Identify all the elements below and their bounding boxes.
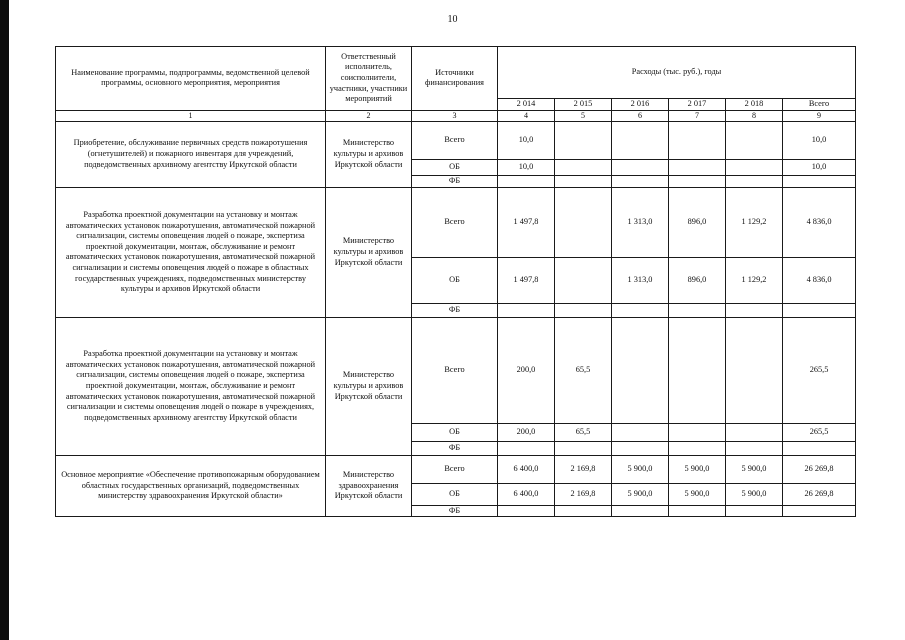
value-cell: 65,5	[555, 317, 612, 423]
value-cell	[669, 303, 726, 317]
value-cell	[726, 159, 783, 175]
value-cell	[498, 303, 555, 317]
value-cell-total	[783, 505, 856, 517]
value-cell	[555, 121, 612, 159]
activity-name: Основное мероприятие «Обеспечение противопожарным оборудованием областных государственных организаций, подведомственных министерству здравоохранения Иркутской области»	[56, 455, 326, 517]
column-number: 4	[498, 110, 555, 121]
funding-source: ОБ	[412, 423, 498, 441]
value-cell	[669, 441, 726, 455]
value-cell	[555, 175, 612, 187]
value-cell: 896,0	[669, 187, 726, 257]
header-name: Наименование программы, подпрограммы, ведомственной целевой программы, основного мероприятия, мероприятия	[56, 47, 326, 111]
value-cell	[555, 159, 612, 175]
header-year: 2 015	[555, 99, 612, 111]
value-cell: 5 900,0	[669, 483, 726, 505]
value-cell-total: 4 836,0	[783, 257, 856, 303]
value-cell	[612, 317, 669, 423]
column-number: 2	[326, 110, 412, 121]
value-cell-total	[783, 175, 856, 187]
column-number: 1	[56, 110, 326, 121]
value-cell	[612, 441, 669, 455]
value-cell: 10,0	[498, 159, 555, 175]
table-row	[56, 317, 856, 423]
header-expenses: Расходы (тыс. руб.), годы	[498, 47, 856, 99]
table-header-row	[56, 47, 856, 99]
value-cell	[726, 175, 783, 187]
value-cell	[726, 423, 783, 441]
value-cell: 5 900,0	[612, 455, 669, 483]
value-cell	[726, 303, 783, 317]
header-year: 2 018	[726, 99, 783, 111]
table-row	[56, 121, 856, 159]
value-cell	[612, 303, 669, 317]
value-cell	[669, 175, 726, 187]
value-cell: 200,0	[498, 317, 555, 423]
column-numbers-row	[56, 110, 856, 121]
value-cell: 5 900,0	[726, 483, 783, 505]
funding-source: ФБ	[412, 303, 498, 317]
value-cell: 65,5	[555, 423, 612, 441]
value-cell	[498, 505, 555, 517]
value-cell	[726, 505, 783, 517]
value-cell	[669, 159, 726, 175]
value-cell-total	[783, 441, 856, 455]
value-cell	[555, 505, 612, 517]
value-cell	[498, 175, 555, 187]
responsible-executor: Министерство культуры и архивов Иркутской области	[326, 187, 412, 317]
value-cell: 5 900,0	[726, 455, 783, 483]
funding-source: ФБ	[412, 505, 498, 517]
funding-source: ОБ	[412, 483, 498, 505]
column-number: 3	[412, 110, 498, 121]
value-cell: 200,0	[498, 423, 555, 441]
funding-source: ФБ	[412, 441, 498, 455]
table-row	[56, 187, 856, 257]
value-cell: 2 169,8	[555, 483, 612, 505]
value-cell: 896,0	[669, 257, 726, 303]
value-cell: 5 900,0	[669, 455, 726, 483]
value-cell-total: 26 269,8	[783, 455, 856, 483]
value-cell: 1 313,0	[612, 257, 669, 303]
scan-page-edge	[0, 0, 9, 640]
responsible-executor: Министерство культуры и архивов Иркутской области	[326, 121, 412, 187]
value-cell: 1 129,2	[726, 257, 783, 303]
funding-source: Всего	[412, 455, 498, 483]
column-number: 8	[726, 110, 783, 121]
header-year: 2 017	[669, 99, 726, 111]
value-cell	[726, 317, 783, 423]
value-cell-total: 26 269,8	[783, 483, 856, 505]
funding-source: ОБ	[412, 159, 498, 175]
column-number: 7	[669, 110, 726, 121]
value-cell	[726, 441, 783, 455]
value-cell	[555, 441, 612, 455]
header-sources: Источники финансирования	[412, 47, 498, 111]
value-cell	[612, 121, 669, 159]
activity-name: Разработка проектной документации на установку и монтаж автоматических установок пожаротушения, автоматической пожарной сигнализации, системы оповещения людей о пожаре, экспертиза проектной документации, монтаж, обслуживание и ремонт автоматических установок пожаротушения, автоматической пожарной сигнализации и системы оповещения людей о пожаре в учреждениях, подведомственных архивному агентству Иркутской области	[56, 317, 326, 455]
value-cell	[555, 187, 612, 257]
value-cell-total: 10,0	[783, 159, 856, 175]
value-cell: 10,0	[498, 121, 555, 159]
value-cell-total: 4 836,0	[783, 187, 856, 257]
value-cell-total: 265,5	[783, 423, 856, 441]
funding-source: Всего	[412, 317, 498, 423]
value-cell-total	[783, 303, 856, 317]
column-number: 5	[555, 110, 612, 121]
value-cell	[669, 423, 726, 441]
value-cell: 6 400,0	[498, 455, 555, 483]
value-cell-total: 10,0	[783, 121, 856, 159]
value-cell: 5 900,0	[612, 483, 669, 505]
header-year-total: Всего	[783, 99, 856, 111]
header-year: 2 016	[612, 99, 669, 111]
expenses-table	[55, 46, 856, 517]
value-cell	[669, 121, 726, 159]
value-cell: 1 497,8	[498, 187, 555, 257]
page-number: 10	[447, 14, 458, 25]
column-number: 6	[612, 110, 669, 121]
value-cell	[612, 505, 669, 517]
value-cell	[555, 303, 612, 317]
value-cell	[498, 441, 555, 455]
value-cell-total: 265,5	[783, 317, 856, 423]
activity-name: Разработка проектной документации на установку и монтаж автоматических установок пожаротушения, автоматической пожарной сигнализации, системы оповещения людей о пожаре, экспертиза проектной документации, монтаж, обслуживание и ремонт автоматических установок пожаротушения, автоматической пожарной сигнализации и системы оповещения людей о пожаре в областных государственных учреждениях, подведомственных министерству культуры и архивов Иркутской области	[56, 187, 326, 317]
header-year: 2 014	[498, 99, 555, 111]
value-cell: 6 400,0	[498, 483, 555, 505]
responsible-executor: Министерство здравоохранения Иркутской области	[326, 455, 412, 517]
value-cell	[612, 423, 669, 441]
value-cell	[612, 175, 669, 187]
value-cell: 1 129,2	[726, 187, 783, 257]
funding-source: ОБ	[412, 257, 498, 303]
table-row	[56, 455, 856, 483]
value-cell	[669, 505, 726, 517]
value-cell: 2 169,8	[555, 455, 612, 483]
responsible-executor: Министерство культуры и архивов Иркутской области	[326, 317, 412, 455]
value-cell	[555, 257, 612, 303]
header-responsible: Ответственный исполнитель, соисполнители, участники, участники мероприятий	[326, 47, 412, 111]
value-cell	[726, 121, 783, 159]
value-cell	[669, 317, 726, 423]
funding-source: Всего	[412, 187, 498, 257]
funding-source: Всего	[412, 121, 498, 159]
funding-source: ФБ	[412, 175, 498, 187]
activity-name: Приобретение, обслуживание первичных средств пожаротушения (огнетушителей) и пожарного инвентаря для учреждений, подведомственных архивному агентству Иркутской области	[56, 121, 326, 187]
value-cell: 1 497,8	[498, 257, 555, 303]
value-cell	[612, 159, 669, 175]
value-cell: 1 313,0	[612, 187, 669, 257]
column-number: 9	[783, 110, 856, 121]
